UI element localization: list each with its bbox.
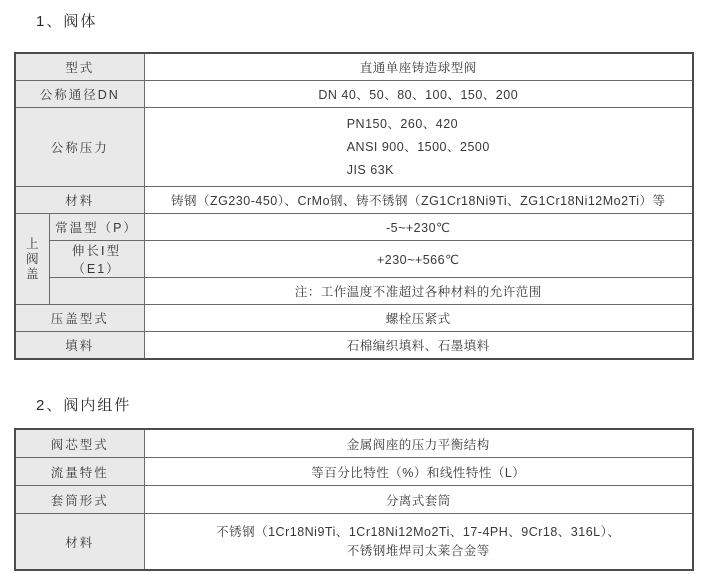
table-row: [15, 305, 693, 332]
table-row: [15, 458, 693, 486]
table-row: [15, 429, 693, 458]
table-row: [15, 278, 693, 305]
row-label-gland-type: 压盖型式: [15, 305, 144, 332]
row-label-material: 材料: [15, 187, 144, 214]
row-value-packing: 石棉编织填料、石墨填料: [144, 332, 693, 360]
bonnet-group-label: 上阀盖: [25, 236, 39, 281]
pressure-ratings-block: [347, 113, 490, 182]
section-title-valve-trim: 2、阀内组件: [36, 397, 132, 414]
row-label-bonnet-note: [49, 278, 144, 305]
row-label-type: 型式: [15, 53, 144, 81]
table-row: [15, 108, 693, 187]
trim-material-line-2: 不锈钢堆焊司太莱合金等: [346, 543, 490, 558]
pressure-line-jis: JIS 63K: [346, 162, 394, 177]
row-label-trim-material: 材料: [15, 514, 144, 571]
valve-trim-table: [14, 428, 694, 571]
valve-body-table: [14, 52, 694, 360]
table-row: [15, 332, 693, 360]
table-row: [15, 81, 693, 108]
table-row: [15, 53, 693, 81]
row-label-plug-type: 阀芯型式: [15, 429, 144, 458]
row-value-cage-form: 分离式套筒: [144, 486, 693, 514]
row-label-normal-temp-type: 常温型（P）: [49, 214, 144, 241]
row-label-packing: 填料: [15, 332, 144, 360]
bonnet-group-label-cell: [15, 214, 49, 305]
row-label-nominal-pressure: 公称压力: [15, 108, 144, 187]
row-label-flow-characteristic: 流量特性: [15, 458, 144, 486]
row-value-plug-type: 金属阀座的压力平衡结构: [144, 429, 693, 458]
table-row: [15, 486, 693, 514]
row-value-type: 直通单座铸造球型阀: [144, 53, 693, 81]
row-value-nominal-pressure: [144, 108, 693, 187]
row-value-flow-characteristic: 等百分比特性（%）和线性特性（L）: [144, 458, 693, 486]
row-value-normal-temp-type: -5~+230℃: [144, 214, 693, 241]
row-value-nominal-diameter: DN 40、50、80、100、150、200: [144, 81, 693, 108]
row-value-gland-type: 螺栓压紧式: [144, 305, 693, 332]
section-title-valve-body: 1、阀体: [36, 13, 98, 30]
row-label-extended-type: 伸长Ⅰ型（E1）: [49, 241, 144, 278]
trim-material-line-1: 不锈钢（1Cr18Ni9Ti、1Cr18Ni12Mo2Ti、17-4PH、9Cr18、316L）、: [216, 524, 621, 539]
row-value-bonnet-note: 注：工作温度不准超过各种材料的允许范围: [144, 278, 693, 305]
row-value-material: 铸钢（ZG230-450）、CrMo钢、铸不锈钢（ZG1Cr18Ni9Ti、ZG1Cr18Ni12Mo2Ti）等: [144, 187, 693, 214]
pressure-line-pn: PN150、260、420: [346, 116, 459, 131]
table-row: [15, 187, 693, 214]
table-row: [15, 241, 693, 278]
row-label-nominal-diameter: 公称通径DN: [15, 81, 144, 108]
row-value-trim-material: [144, 514, 693, 571]
row-value-extended-type: +230~+566℃: [144, 241, 693, 278]
row-label-cage-form: 套筒形式: [15, 486, 144, 514]
table-row: [15, 214, 693, 241]
table-row: [15, 514, 693, 571]
pressure-line-ansi: ANSI 900、1500、2500: [346, 139, 490, 154]
